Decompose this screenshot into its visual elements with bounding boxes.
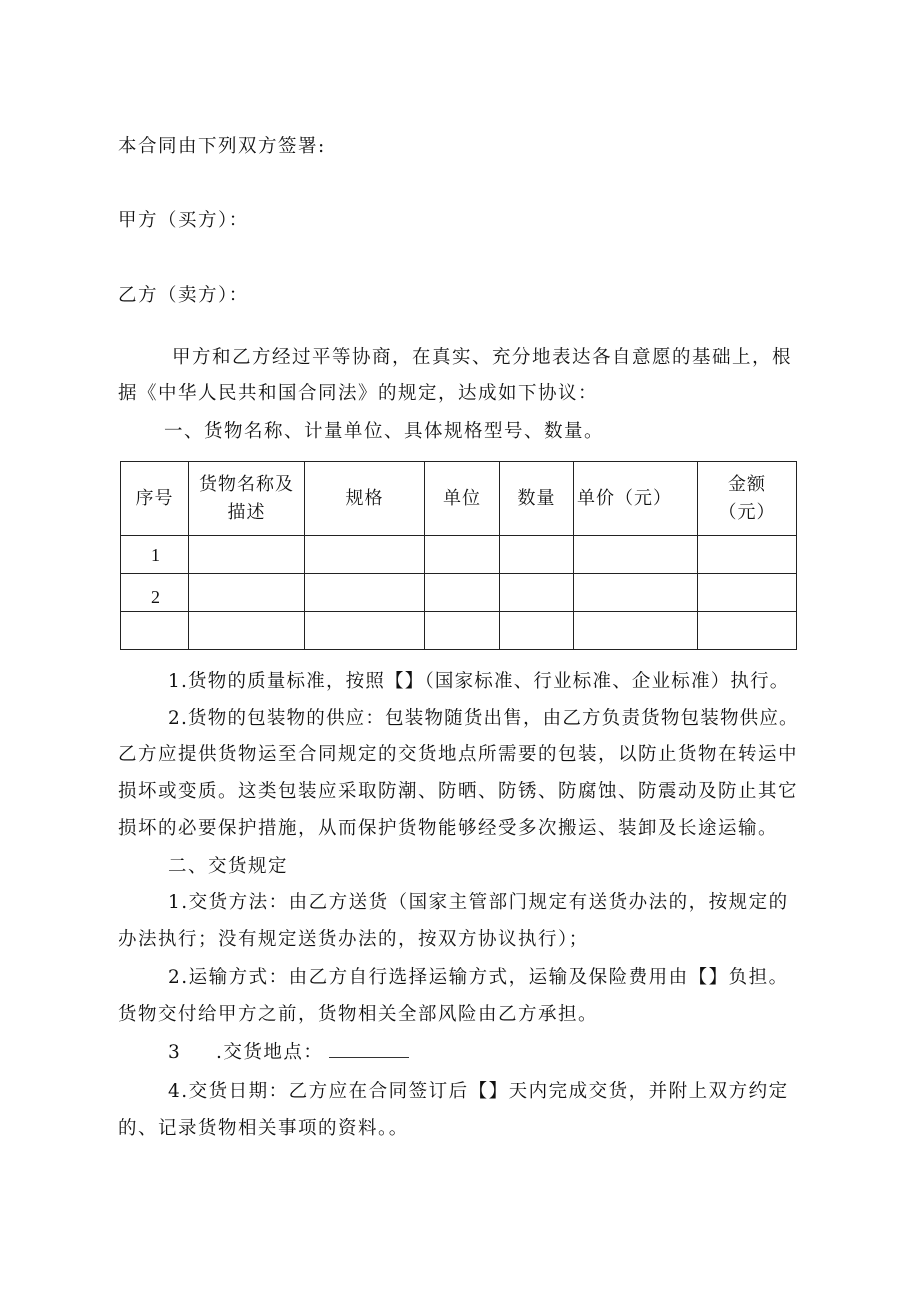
table-cell <box>189 574 305 612</box>
table-cell <box>425 574 500 612</box>
clause-2-2-line-2: 货物交付给甲方之前，货物相关全部风险由乙方承担。 <box>118 1004 599 1025</box>
goods-table <box>120 461 797 650</box>
clause-2-1-line-2: 办法执行；没有规定送货办法的，按双方协议执行）； <box>118 929 589 950</box>
clause-2-3-number: 3 <box>168 1042 182 1063</box>
table-cell <box>500 536 574 574</box>
clause-2-3 <box>216 1041 409 1065</box>
preamble-line-2: 据《中华人民共和国合同法》的规定，达成如下协议： <box>118 383 599 404</box>
table-cell <box>305 612 425 650</box>
clause-1-1: 1.货物的质量标准，按照【】（国家标准、行业标准、企业标准）执行。 <box>168 671 790 692</box>
party-a-line: 甲方（买方）： <box>118 210 249 231</box>
header-cell-qty: 数量 <box>500 462 574 536</box>
header-cell-unit: 单位 <box>425 462 500 536</box>
table-cell <box>698 536 797 574</box>
table-cell <box>189 612 305 650</box>
table-cell <box>425 612 500 650</box>
clause-2-4-line-2: 的、记录货物相关事项的资料。。 <box>118 1118 409 1139</box>
section-2-title: 二、交货规定 <box>168 856 289 877</box>
table-cell <box>189 536 305 574</box>
delivery-location-blank <box>329 1041 409 1058</box>
clause-1-2-line-4: 损坏的必要保护措施，从而保护货物能够经受多次搬运、装卸及长途运输。 <box>118 818 779 839</box>
table-cell <box>698 612 797 650</box>
preamble-line-1: 甲方和乙方经过平等协商，在真实、充分地表达各自意愿的基础上，根 <box>172 347 793 368</box>
clause-2-3-text: .交货地点： <box>216 1042 324 1063</box>
header-cell-name: 货物名称及描述 <box>189 462 305 536</box>
table-cell <box>121 612 189 650</box>
header-cell-price: 单价（元） <box>574 462 698 536</box>
table-cell <box>425 536 500 574</box>
table-cell: 1 <box>121 536 189 574</box>
table-cell <box>574 612 698 650</box>
header-cell-index: 序号 <box>121 462 189 536</box>
clause-2-2-line-1: 2.运输方式：由乙方自行选择运输方式，运输及保险费用由【】负担。 <box>168 967 789 988</box>
table-row <box>121 612 797 650</box>
intro-line: 本合同由下列双方签署: <box>118 136 326 157</box>
table-cell <box>500 574 574 612</box>
header-cell-amount: 金额（元） <box>698 462 797 536</box>
table-cell <box>305 536 425 574</box>
table-header-row <box>121 462 797 536</box>
section-1-title: 一、货物名称、计量单位、具体规格型号、数量。 <box>164 421 605 442</box>
table-row <box>121 536 797 574</box>
header-cell-spec: 规格 <box>305 462 425 536</box>
table-cell <box>574 574 698 612</box>
table-cell <box>500 612 574 650</box>
table-cell <box>574 536 698 574</box>
clause-2-4-line-1: 4.交货日期：乙方应在合同签订后【】天内完成交货，并附上双方约定 <box>168 1081 789 1102</box>
clause-1-2-line-1: 2.货物的包装物的供应：包装物随货出售，由乙方负责货物包装物供应。 <box>168 708 799 729</box>
table-cell <box>305 574 425 612</box>
clause-1-2-line-3: 损坏或变质。这类包装应采取防潮、防晒、防锈、防腐蚀、防震动及防止其它 <box>118 781 799 802</box>
party-b-line: 乙方（卖方）： <box>118 285 249 306</box>
table-row <box>121 574 797 612</box>
clause-1-2-line-2: 乙方应提供货物运至合同规定的交货地点所需要的包装，以防止货物在转运中 <box>118 744 799 765</box>
table-cell <box>698 574 797 612</box>
clause-2-1-line-1: 1.交货方法：由乙方送货（国家主管部门规定有送货办法的，按规定的 <box>168 892 789 913</box>
table-cell: 2 <box>121 574 189 612</box>
